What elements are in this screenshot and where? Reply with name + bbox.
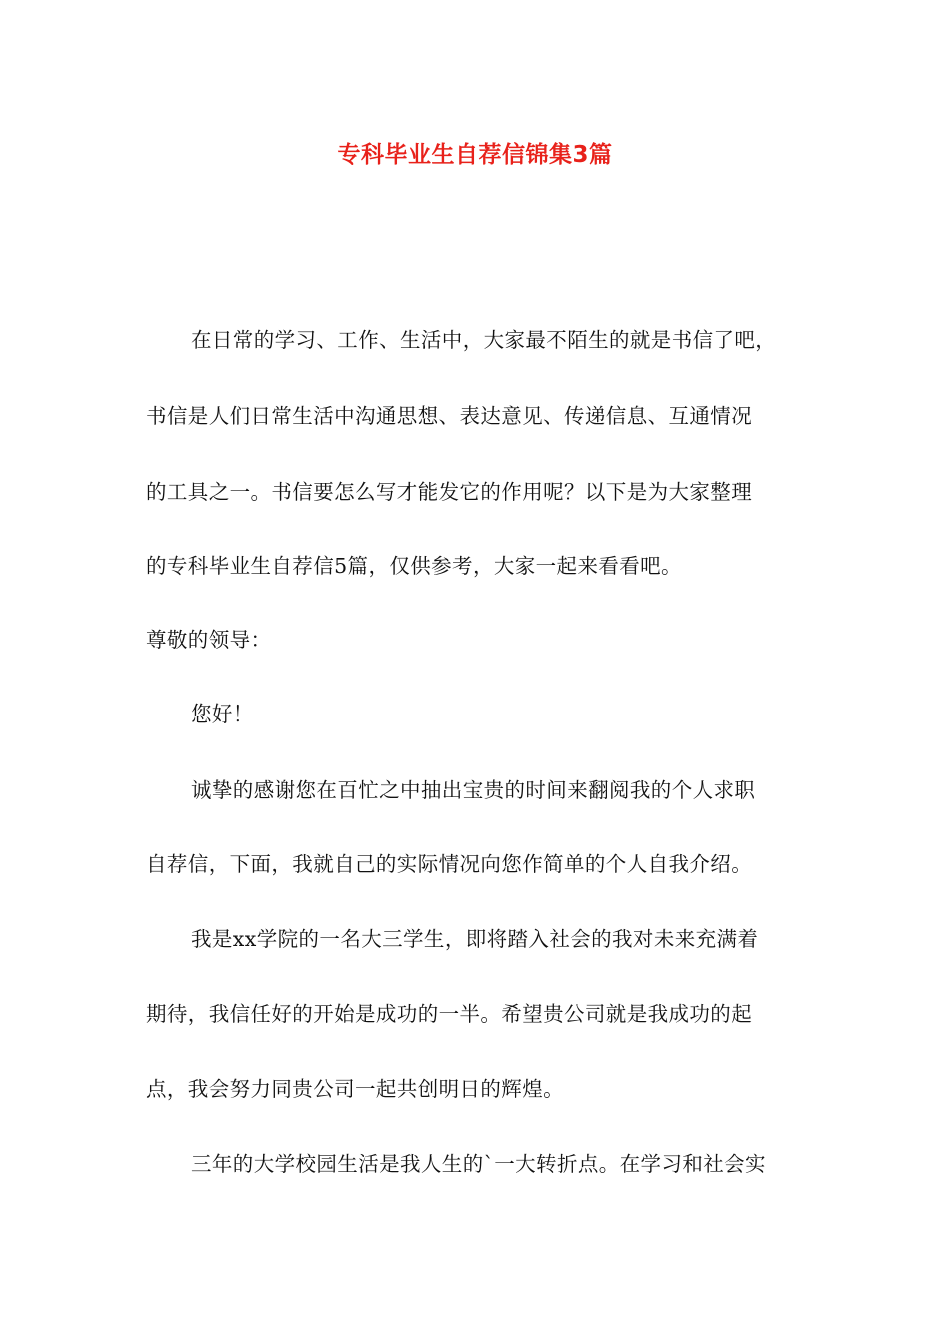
- text-line: 点，我会努力同贵公司一起共创明日的辉煌。: [146, 1077, 564, 1101]
- salutation: 尊敬的领导：: [146, 628, 272, 652]
- text-line: 期待，我信任好的开始是成功的一半。希望贵公司就是我成功的起: [146, 1002, 753, 1026]
- text-line: 在日常的学习、工作、生活中，大家最不陌生的就是书信了吧，: [191, 328, 777, 352]
- text-line: 我是xx学院的一名大三学生，即将踏入社会的我对未来充满着: [191, 927, 759, 951]
- document-title: 专科毕业生自荐信锦集3篇: [337, 142, 613, 168]
- text-line: 自荐信，下面，我就自己的实际情况向您作简单的个人自我介绍。: [146, 852, 753, 876]
- text-line: 诚挚的感谢您在百忙之中抽出宝贵的时间来翻阅我的个人求职: [191, 778, 756, 802]
- text-line: 的工具之一。书信要怎么写才能发它的作用呢？以下是为大家整理: [146, 480, 753, 504]
- text-line: 的专科毕业生自荐信5篇，仅供参考，大家一起来看看吧。: [146, 554, 682, 578]
- text-line: 书信是人们日常生活中沟通思想、表达意见、传递信息、互通情况: [146, 404, 753, 428]
- greeting: 您好！: [191, 702, 254, 726]
- text-line: 三年的大学校园生活是我人生的`一大转折点。在学习和社会实: [191, 1152, 766, 1176]
